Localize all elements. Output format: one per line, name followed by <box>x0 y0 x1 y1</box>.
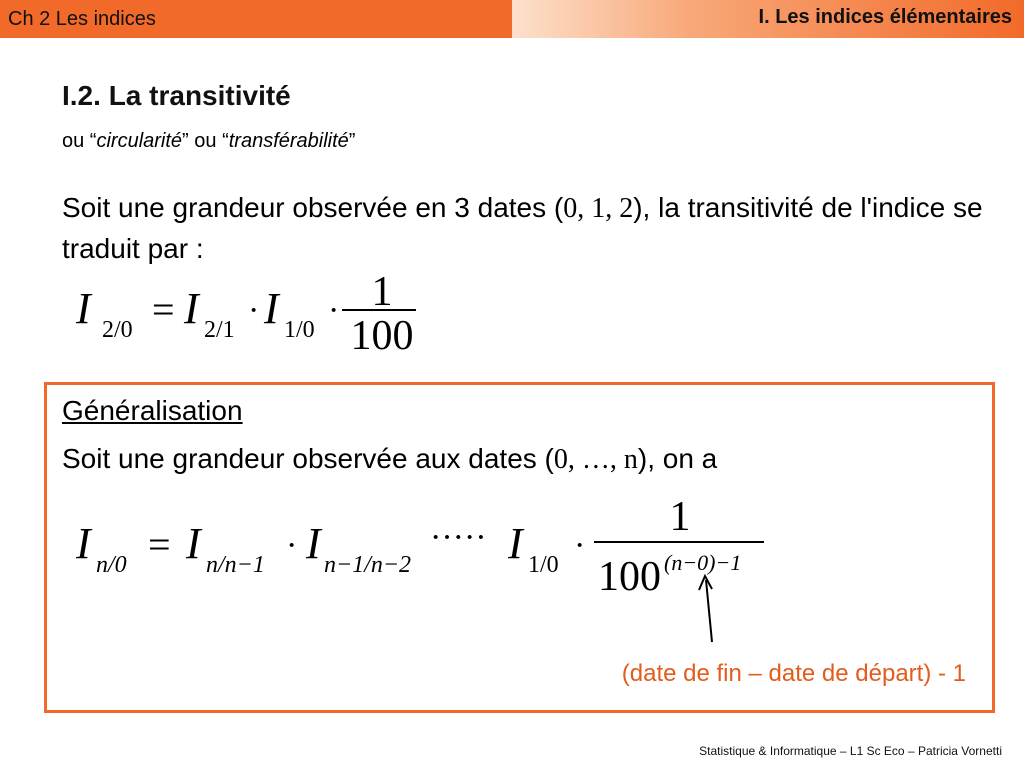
formula1-lhs-I: I <box>76 284 91 333</box>
formula2-ellipsis-dots: ····· <box>430 519 487 556</box>
formula2-lhs-I: I <box>76 519 91 568</box>
formula1-dot2: · <box>328 292 340 329</box>
formula2-term3-I: I <box>508 519 523 568</box>
generalisation-formula <box>70 490 790 600</box>
formula2-term2-sub: n−1/n−2 <box>324 552 412 578</box>
section-header-title: I. Les indices élémentaires <box>758 6 1012 28</box>
formula1-term2-I: I <box>264 284 279 333</box>
formula2-equals: = <box>148 522 171 567</box>
formula2-term1-sub: n/n−1 <box>206 552 265 578</box>
formula1-equals: = <box>152 287 175 332</box>
generalisation-dates: 0, …, n <box>553 444 638 475</box>
transitivity-formula <box>70 265 430 360</box>
formula2-numerator: 1 <box>669 494 691 540</box>
slide-title: I.2. La transitivité <box>62 80 291 111</box>
intro-dates: 0, 1, 2 <box>563 193 634 224</box>
formula2-lhs-sub: n/0 <box>96 552 127 578</box>
header-left-band <box>0 0 512 38</box>
annotation-arrow <box>690 570 730 650</box>
exponent-annotation: (date de fin – date de départ) - 1 <box>621 660 966 687</box>
intro-paragraph: Soit une grandeur observée en 3 dates (0, 1, 2), la transitivité de l'indice se traduit par : <box>62 192 983 264</box>
formula2-term3-sub: 1/0 <box>528 552 559 578</box>
footer-credit: Statistique & Informatique – L1 Sc Eco – Patricia Vornetti <box>699 744 1002 758</box>
formula2-denominator: 100 <box>598 554 661 600</box>
header-right-band <box>512 0 1024 38</box>
formula1-lhs-sub: 2/0 <box>102 317 133 343</box>
chapter-title: Ch 2 Les indices <box>8 8 156 30</box>
formula2-term1-I: I <box>186 519 201 568</box>
formula1-term1-sub: 2/1 <box>204 317 235 343</box>
formula2-dot2: · <box>574 527 586 564</box>
formula1-term1-I: I <box>184 284 199 333</box>
formula2-dot1: · <box>286 527 298 564</box>
header-bar <box>0 0 1024 38</box>
generalisation-title: Généralisation <box>62 395 243 426</box>
formula1-numerator: 1 <box>371 269 393 315</box>
formula2-term2-I: I <box>306 519 321 568</box>
formula1-denominator: 100 <box>350 313 414 359</box>
slide-subtitle: ou “circularité” ou “transférabilité” <box>62 130 356 152</box>
generalisation-text: Soit une grandeur observée aux dates (0, …, n), on a <box>62 443 718 475</box>
formula1-dot1: · <box>248 292 260 329</box>
formula1-term2-sub: 1/0 <box>284 317 315 343</box>
formula2-exponent: (n−0)−1 <box>664 550 742 575</box>
